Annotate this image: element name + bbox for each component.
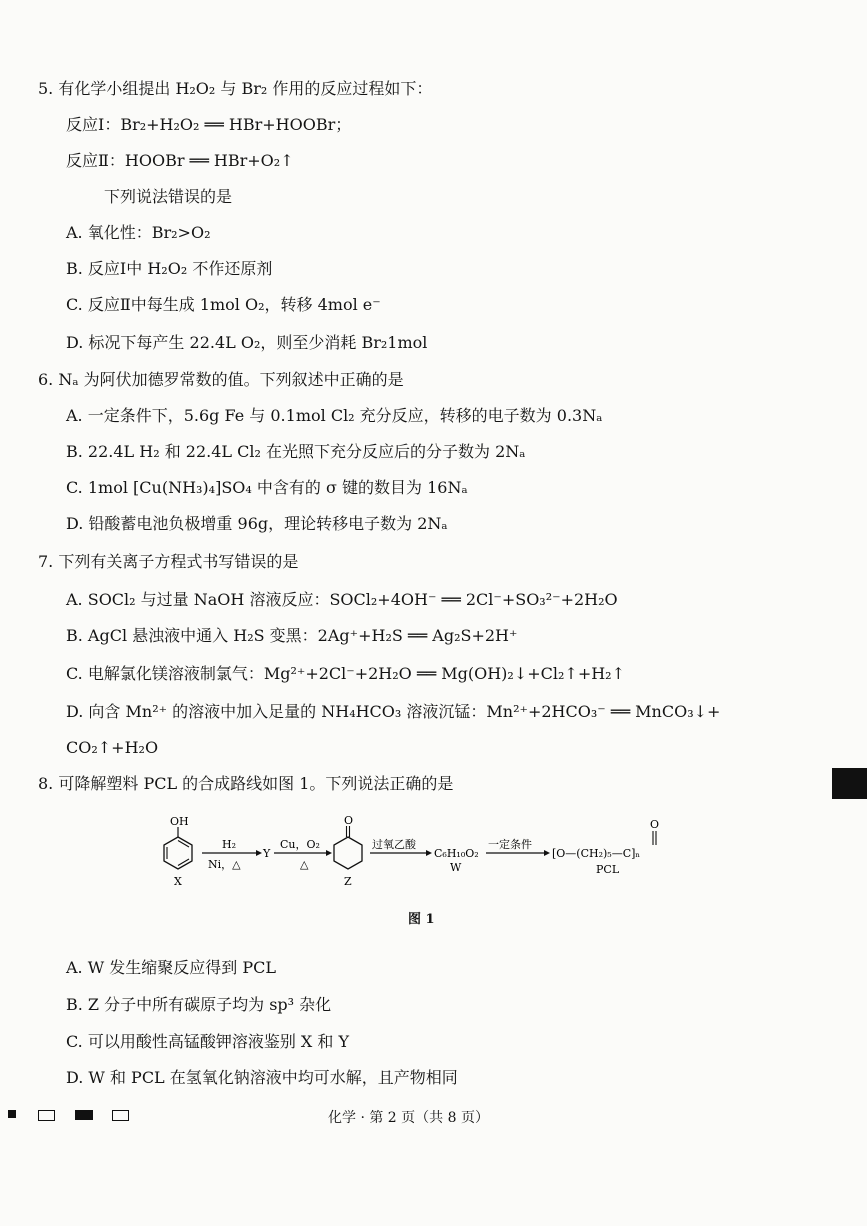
q8-option-d: D. W 和 PCL 在氢氧化钠溶液中均可水解，且产物相同 xyxy=(66,1068,458,1087)
phenol-structure xyxy=(164,827,192,869)
page-edge-tab xyxy=(832,768,867,799)
q5-stem: 5. 有化学小组提出 H₂O₂ 与 Br₂ 作用的反应过程如下： xyxy=(38,79,433,98)
x-oh-label: OH xyxy=(170,815,189,828)
q7-stem: 7. 下列有关离子方程式书写错误的是 xyxy=(38,552,299,571)
step2-reagent: Cu，O₂ xyxy=(280,838,320,851)
q8-option-c: C. 可以用酸性高锰酸钾溶液鉴别 X 和 Y xyxy=(66,1032,350,1051)
arrow-head-4 xyxy=(544,850,550,856)
pcl-oxygen-label: O xyxy=(650,818,660,831)
q6-option-b: B. 22.4L H₂ 和 22.4L Cl₂ 在光照下充分反应后的分子数为 2Nₐ xyxy=(66,442,526,461)
footer-mark-3 xyxy=(75,1110,93,1120)
q5-option-d: D. 标况下每产生 22.4L O₂，则至少消耗 Br₂1mol xyxy=(66,333,428,352)
figure-caption: 图 1 xyxy=(408,912,435,927)
q7-option-b: B. AgCl 悬浊液中通入 H₂S 变黑：2Ag⁺+H₂S ══ Ag₂S+2H⁺ xyxy=(66,626,518,645)
z-oxygen-label: O xyxy=(344,815,354,827)
q5-option-c: C. 反应Ⅱ中每生成 1mol O₂，转移 4mol e⁻ xyxy=(66,295,381,314)
q5-reaction-2: 反应Ⅱ：HOOBr ══ HBr+O₂↑ xyxy=(66,151,294,170)
step4-condition: 一定条件 xyxy=(488,838,532,851)
y-label: Y xyxy=(263,847,271,860)
q7-option-a: A. SOCl₂ 与过量 NaOH 溶液反应：SOCl₂+4OH⁻ ══ 2Cl⁻+SO₃²⁻+2H₂O xyxy=(66,590,618,609)
q8-option-a: A. W 发生缩聚反应得到 PCL xyxy=(66,958,276,977)
cyclohexanone-structure xyxy=(334,826,362,869)
x-label: X xyxy=(174,875,182,888)
q6-option-a: A. 一定条件下，5.6g Fe 与 0.1mol Cl₂ 充分反应，转移的电子数为 0.3Nₐ xyxy=(66,406,603,425)
q5-prompt: 下列说法错误的是 xyxy=(104,187,233,206)
q5-option-a: A. 氧化性：Br₂>O₂ xyxy=(66,223,211,242)
q6-stem: 6. Nₐ 为阿伏加德罗常数的值。下列叙述中正确的是 xyxy=(38,370,404,389)
q7-option-c: C. 电解氯化镁溶液制氯气：Mg²⁺+2Cl⁻+2H₂O ══ Mg(OH)₂↓+Cl₂↑+H₂↑ xyxy=(66,664,625,683)
w-formula: C₆H₁₀O₂ xyxy=(434,847,479,860)
step2-condition: △ xyxy=(300,858,309,871)
pcl-chain: [O—(CH₂)₅—C]ₙ xyxy=(552,847,641,860)
q5-reaction-1: 反应Ⅰ：Br₂+H₂O₂ ══ HBr+HOOBr； xyxy=(66,115,352,134)
arrow-head-1 xyxy=(256,850,262,856)
arrow-head-2 xyxy=(326,850,332,856)
synthesis-route-figure xyxy=(150,815,710,895)
page-footer xyxy=(0,1107,867,1127)
q7-option-d-line2: CO₂↑+H₂O xyxy=(66,738,159,757)
pcl-label: PCL xyxy=(596,863,620,876)
page-number: 化学 · 第 2 页（共 8 页） xyxy=(328,1110,489,1126)
step3-reagent: 过氧乙酸 xyxy=(372,838,416,851)
footer-mark-2 xyxy=(38,1110,55,1121)
footer-mark-4 xyxy=(112,1110,129,1121)
w-label: W xyxy=(450,861,462,874)
step1-condition: Ni，△ xyxy=(208,858,241,871)
arrow-head-3 xyxy=(426,850,432,856)
step1-reagent: H₂ xyxy=(222,838,237,851)
q7-option-d-line1: D. 向含 Mn²⁺ 的溶液中加入足量的 NH₄HCO₃ 溶液沉锰：Mn²⁺+2HCO₃⁻ ══ MnCO₃↓+ xyxy=(66,702,721,721)
q5-option-b: B. 反应Ⅰ中 H₂O₂ 不作还原剂 xyxy=(66,259,273,278)
footer-mark-1 xyxy=(8,1110,16,1118)
z-label: Z xyxy=(344,875,352,888)
q8-stem: 8. 可降解塑料 PCL 的合成路线如图 1。下列说法正确的是 xyxy=(38,774,454,793)
q6-option-c: C. 1mol [Cu(NH₃)₄]SO₄ 中含有的 σ 键的数目为 16Nₐ xyxy=(66,478,468,497)
q8-option-b: B. Z 分子中所有碳原子均为 sp³ 杂化 xyxy=(66,995,332,1014)
q6-option-d: D. 铅酸蓄电池负极增重 96g，理论转移电子数为 2Nₐ xyxy=(66,514,448,533)
